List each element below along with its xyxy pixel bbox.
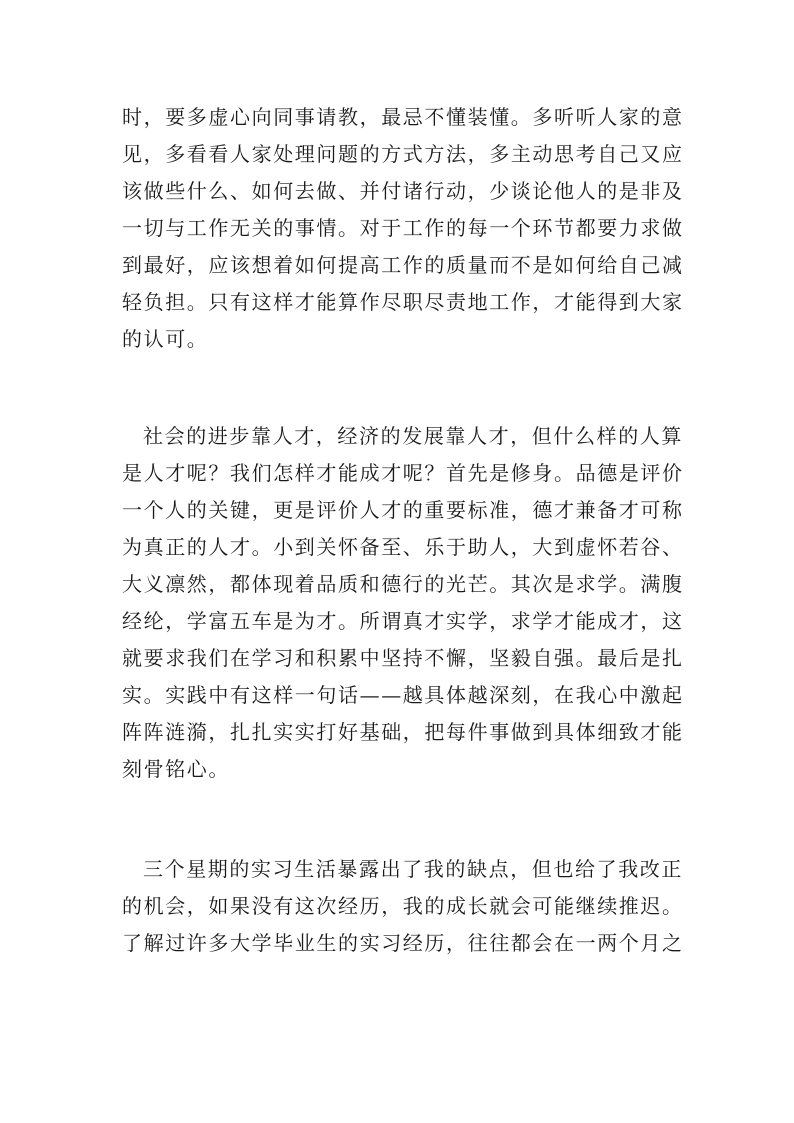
text-line: 社会的进步靠人才，经济的发展靠人才，但什么样的人算	[143, 424, 683, 448]
text-line: 阵阵涟漪，扎扎实实打好基础，把每件事做到具体细致才能	[122, 720, 684, 744]
text-line: 到最好，应该想着如何提高工作的质量而不是如何给自己减	[122, 253, 684, 277]
text-line: 见，多看看人家处理问题的方式方法，多主动思考自己又应	[122, 142, 684, 166]
text-line: 的机会，如果没有这次经历，我的成长就会可能继续推迟。	[122, 894, 684, 918]
text-line: 一切与工作无关的事情。对于工作的每一个环节都要力求做	[122, 216, 684, 240]
text-line: 一个人的关键，更是评价人才的重要标准，德才兼备才可称	[122, 498, 684, 522]
text-line: 时，要多虚心向同事请教，最忌不懂装懂。多听听人家的意	[122, 105, 684, 129]
text-line: 轻负担。只有这样才能算作尽职尽责地工作，才能得到大家	[122, 290, 684, 314]
text-line: 刻骨铭心。	[122, 757, 230, 781]
text-line: 实。实践中有这样一句话——越具体越深刻，在我心中激起	[122, 683, 684, 707]
text-line: 了解过许多大学毕业生的实习经历，往往都会在一两个月之	[122, 931, 684, 955]
text-line: 就要求我们在学习和积累中坚持不懈，坚毅自强。最后是扎	[122, 646, 684, 670]
text-line: 经纶，学富五车是为才。所谓真才实学，求学才能成才，这	[122, 609, 684, 633]
text-line: 该做些什么、如何去做、并付诸行动，少谈论他人的是非及	[122, 179, 684, 203]
text-line: 是人才呢？我们怎样才能成才呢？首先是修身。品德是评价	[122, 461, 684, 485]
text-line: 三个星期的实习生活暴露出了我的缺点，但也给了我改正	[143, 857, 683, 881]
text-line: 为真正的人才。小到关怀备至、乐于助人，大到虚怀若谷、	[122, 535, 684, 559]
text-line: 的认可。	[122, 327, 209, 351]
text-line: 大义凛然，都体现着品质和德行的光芒。其次是求学。满腹	[122, 572, 684, 596]
